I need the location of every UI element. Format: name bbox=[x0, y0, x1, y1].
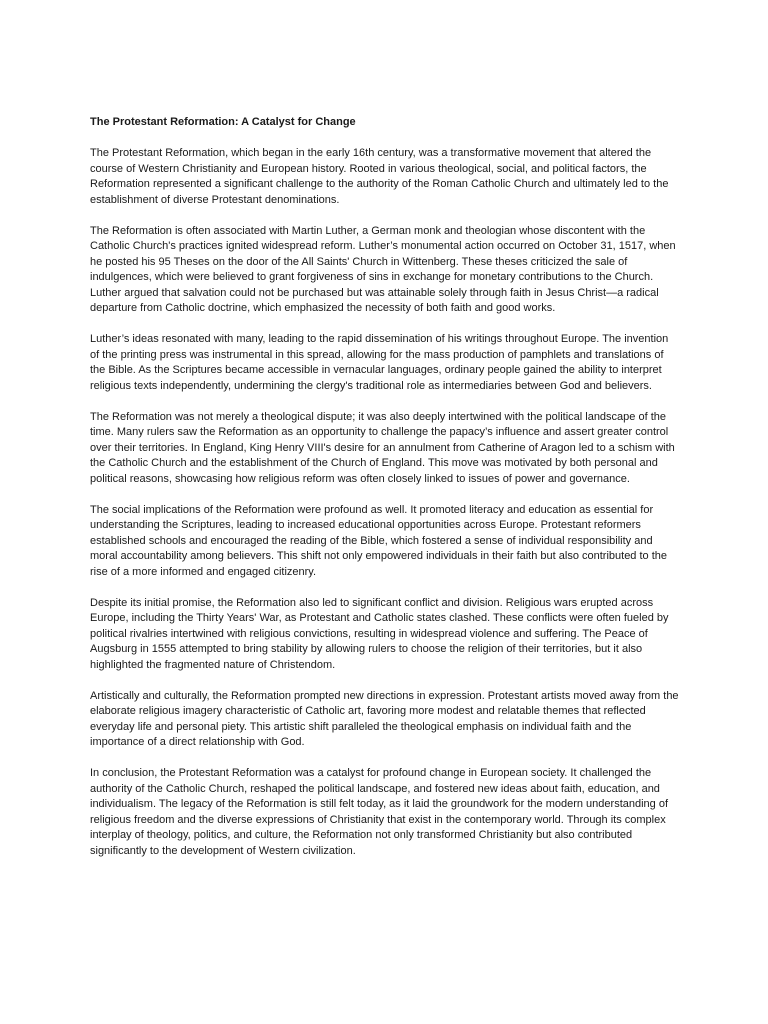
paragraph-printing-press: Luther’s ideas resonated with many, leading to the rapid dissemination of his writings throughout Europe. The invention of the printing press was instrumental in this spread, allowing for the mass production of pamphlets and translations of the Bible. As the Scriptures became accessible in vernacular languages, ordinary people gained the ability to interpret religious texts independently, undermining the clergy's traditional role as intermediaries between God and believers. bbox=[90, 333, 669, 392]
paragraph-art-culture: Artistically and culturally, the Reformation prompted new directions in expression. Protestant artists moved away from the elaborate religious imagery characteristic of Catholic art, favoring more modest and relatable themes that reflected everyday life and personal piety. This artistic shift paralleled the theological emphasis on individual faith and the importance of a direct relationship with God. bbox=[90, 689, 679, 748]
paragraph-social-implications: The social implications of the Reformation were profound as well. It promoted literacy and education as essential for understanding the Scriptures, leading to increased educational opportunities across Europe. Protestant reformers established schools and encouraged the reading of the Bible, which fostered a sense of individual responsibility and moral accountability among believers. This shift not only empowered individuals in their faith but also contributed to the rise of a more informed and engaged citizenry. bbox=[90, 503, 668, 578]
document-title: The Protestant Reformation: A Catalyst for Change bbox=[90, 116, 356, 128]
paragraph-conclusion: In conclusion, the Protestant Reformation was a catalyst for profound change in European society. It challenged the authority of the Catholic Church, reshaped the political landscape, and fostered new ideas about faith, education, and individualism. The legacy of the Reformation is still felt today, as it laid the groundwork for the modern understanding of religious freedom and the diverse expressions of Christianity that exist in the contemporary world. Through its complex interplay of theology, politics, and culture, the Reformation not only transformed Christianity but also contributed significantly to the development of Western civilization. bbox=[90, 767, 669, 857]
paragraph-martin-luther: The Reformation is often associated with Martin Luther, a German monk and theologian whose discontent with the Catholic Church's practices ignited widespread reform. Luther’s monumental action occurred on October 31, 1517, when he posted his 95 Theses on the door of the All Saints' Church in Wittenberg. These theses criticized the sale of indulgences, which were believed to grant forgiveness of sins in exchange for monetary contributions to the Church. Luther argued that salvation could not be purchased but was attainable solely through faith in Jesus Christ—a radical departure from Catholic doctrine, which emphasized the necessity of both faith and good works. bbox=[90, 224, 676, 314]
paragraph-conflict-division: Despite its initial promise, the Reformation also led to significant conflict and division. Religious wars erupted across Europe, including the Thirty Years' War, as Protestant and Catholic states clashed. These conflicts were often fueled by political rivalries intertwined with religious convictions, resulting in widespread violence and suffering. The Peace of Augsburg in 1555 attempted to bring stability by allowing rulers to choose the religion of their territories, but it also highlighted the fragmented nature of Christendom. bbox=[90, 596, 669, 671]
document-page bbox=[90, 115, 680, 875]
paragraph-introduction: The Protestant Reformation, which began in the early 16th century, was a transformative movement that altered the course of Western Christianity and European history. Rooted in various theological, social, and political factors, the Reformation represented a significant challenge to the authority of the Roman Catholic Church and ultimately led to the establishment of diverse Protestant denominations. bbox=[90, 147, 669, 206]
paragraph-political-landscape: The Reformation was not merely a theological dispute; it was also deeply intertwined with the political landscape of the time. Many rulers saw the Reformation as an opportunity to challenge the papacy’s influence and assert greater control over their territories. In England, King Henry VIII's desire for an annulment from Catherine of Aragon led to a schism with the Catholic Church and the establishment of the Church of England. This move was motivated by both personal and political reasons, showcasing how religious reform was often closely linked to issues of power and governance. bbox=[90, 410, 675, 485]
